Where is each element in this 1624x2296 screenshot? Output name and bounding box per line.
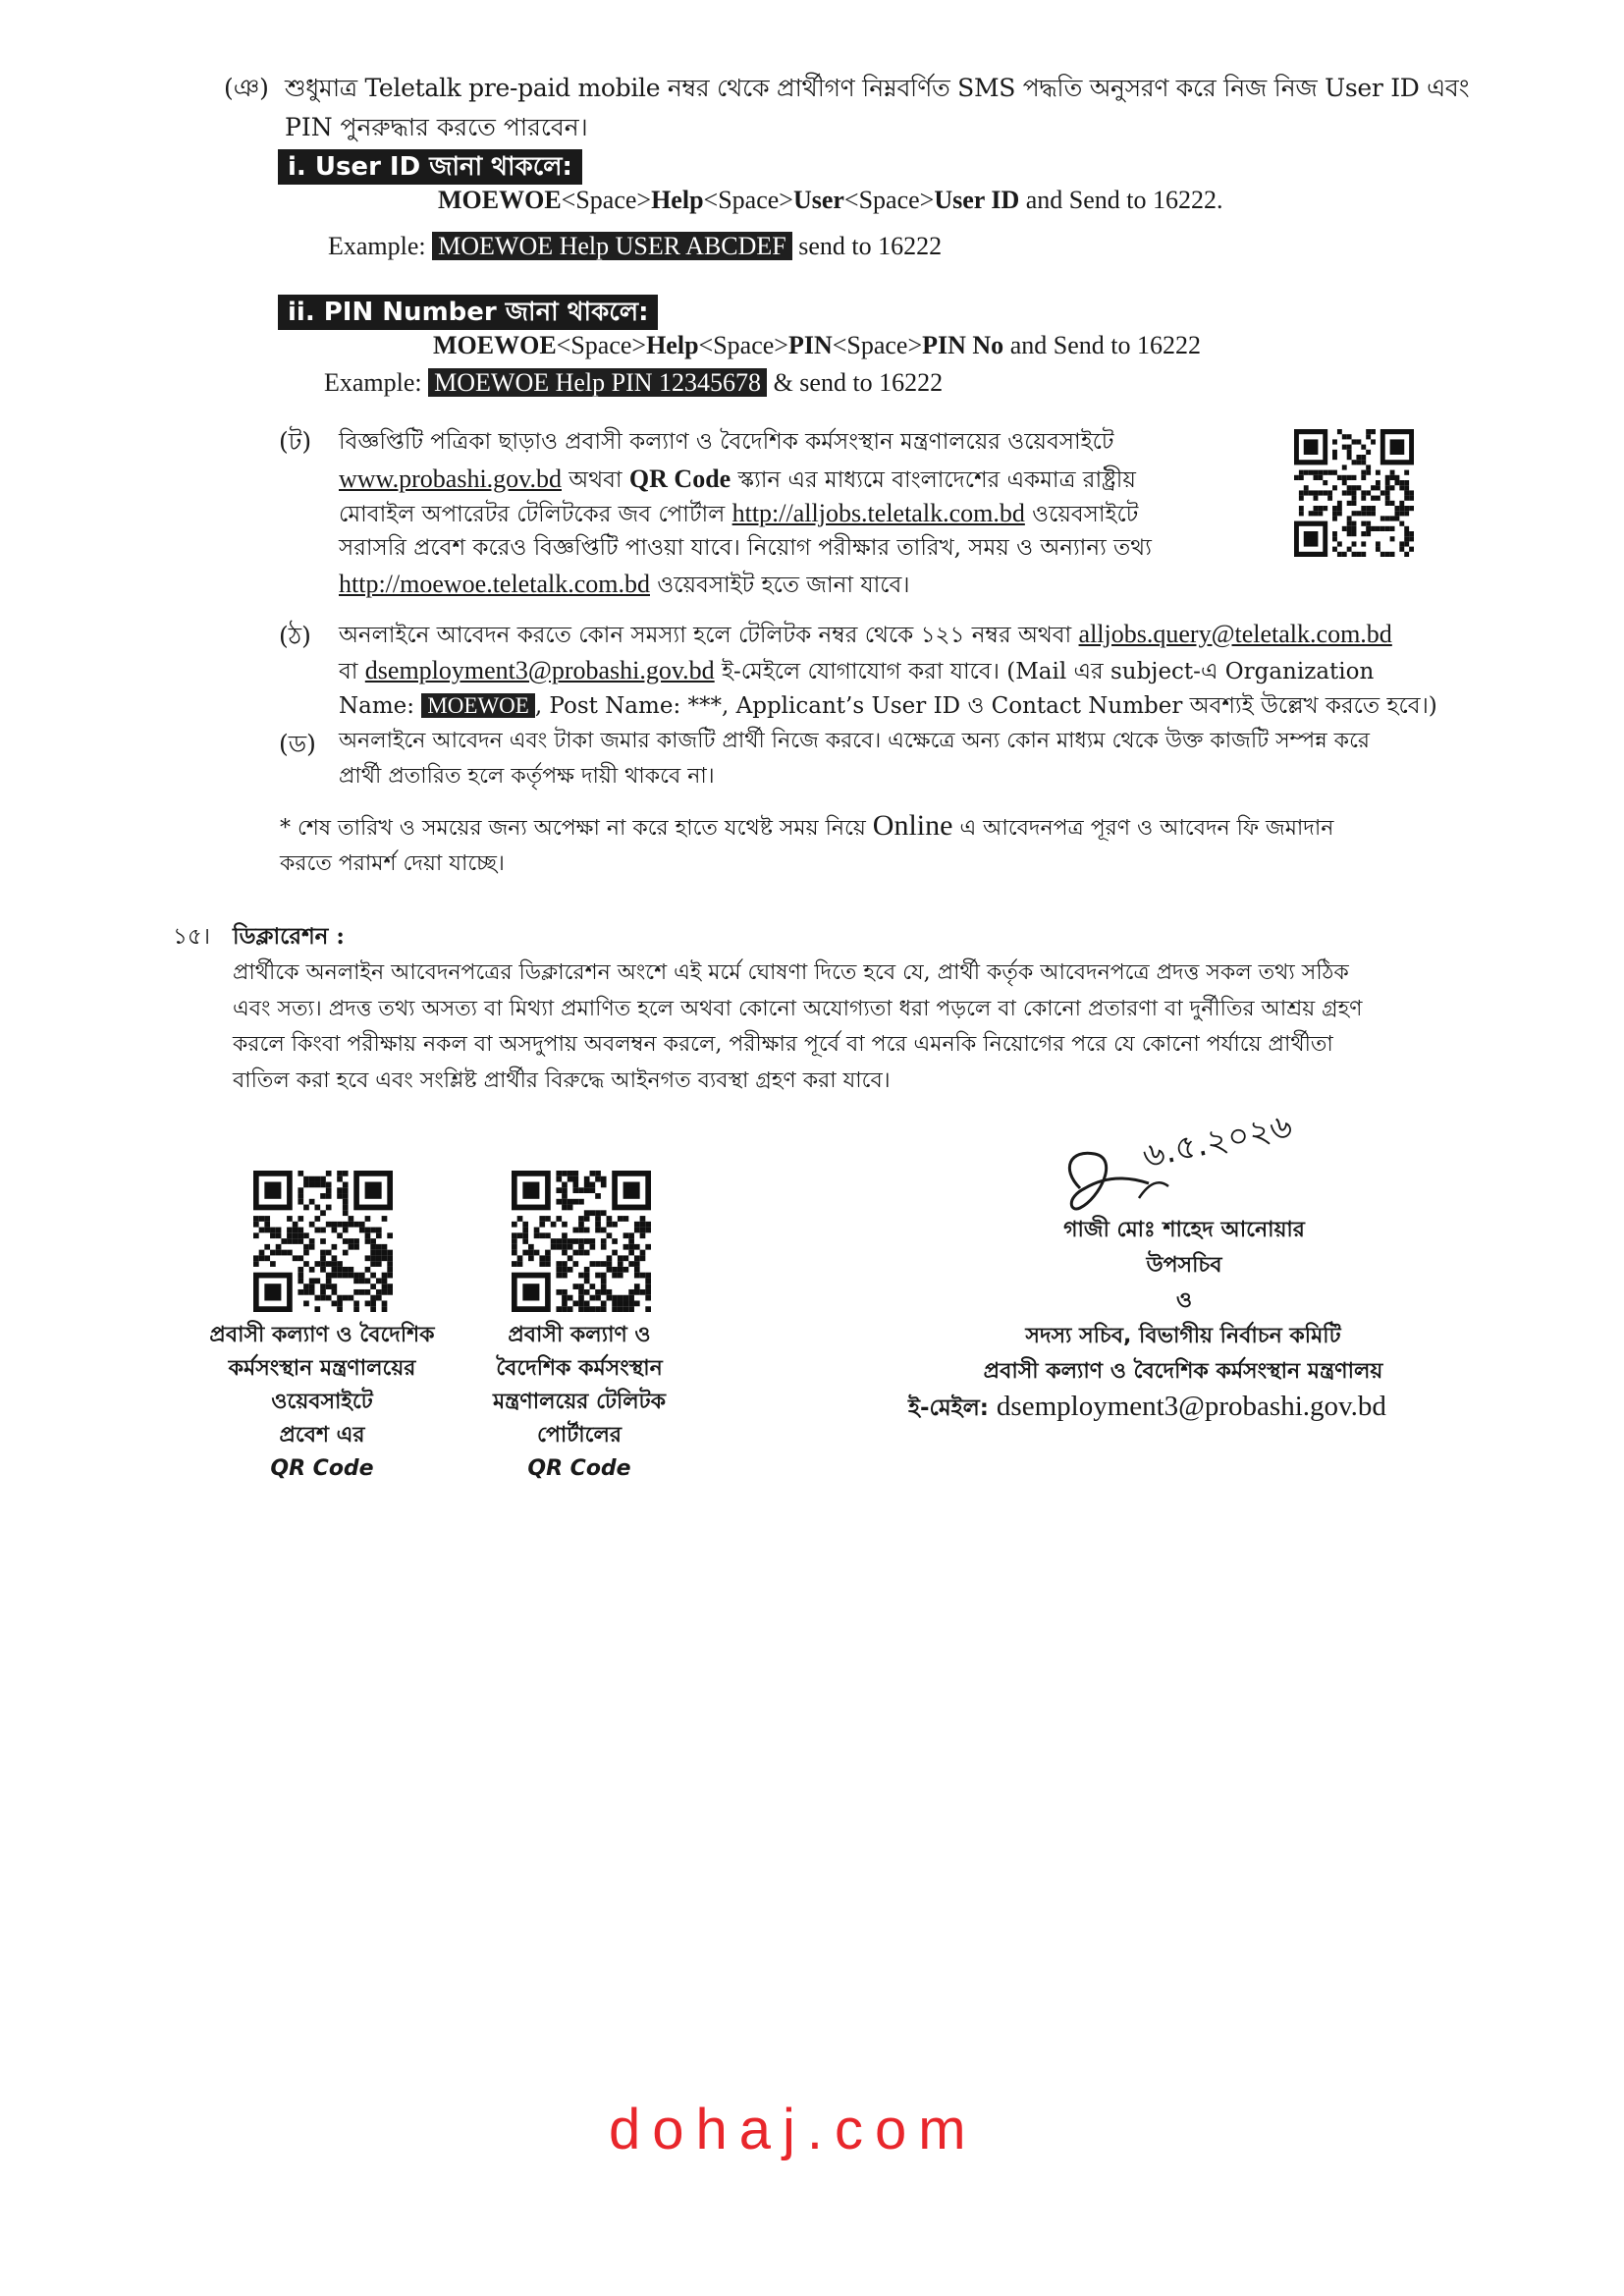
- dsemployment-email[interactable]: dsemployment3@probashi.gov.bd: [364, 656, 715, 684]
- user-id-example: Example: MOEWOE Help USER ABCDEF send to 16222: [328, 232, 943, 260]
- note-line1: * শেষ তারিখ ও সময়ের জন্য অপেক্ষা না করে হাতে যথেষ্ট সময় নিয়ে Online এ আবেদনপত্র পূরণ ও আবেদন ফি জমাদান: [280, 809, 1334, 842]
- user-id-label: i. User ID জানা থাকলে:: [278, 149, 582, 185]
- alljobs-link[interactable]: http://alljobs.teletalk.com.bd: [731, 499, 1025, 527]
- signatory-role: সদস্য সচিব, বিভাগীয় নির্বাচন কমিটি: [1025, 1324, 1341, 1348]
- section-da-line2: প্রার্থী প্রতারিত হলে কর্তৃপক্ষ দায়ী থাকবে না।: [339, 764, 715, 789]
- watermark-text: dohaj.com: [609, 2098, 978, 2161]
- qr-code-ministry-icon: [253, 1171, 393, 1312]
- declaration-title: ডিক্লারেশন :: [233, 923, 345, 950]
- section-da-marker: (ড): [279, 730, 316, 758]
- signature-block: [978, 1213, 1390, 1319]
- declaration-line1: প্রার্থীকে অনলাইন আবেদনপত্রের ডিক্লারেশন অংশে এই মর্মে ঘোষণা দিতে হবে যে, প্রার্থী কর্তৃক আবেদনপত্রে প্রদত্ত সকল তথ্য সঠিক: [233, 960, 1349, 985]
- qr-code-teletalk-icon: [512, 1171, 651, 1312]
- moewoe-link[interactable]: http://moewoe.teletalk.com.bd: [339, 570, 650, 598]
- pin-example: Example: MOEWOE Help PIN 12345678 & send to 16222: [324, 368, 944, 397]
- signatory-name: গাজী মোঃ শাহেদ আনোয়ার: [1063, 1218, 1305, 1242]
- signatory-role-block: [884, 1319, 1483, 1390]
- section-ta-line1: বিজ্ঞপ্তিটি পত্রিকা ছাড়াও প্রবাসী কল্যাণ ও বৈদেশিক কর্মসংস্থান মন্ত্রণালয়ের ওয়েবসাইটে: [339, 429, 1114, 455]
- section-tha-line3: Name: MOEWOE , Post Name: ***, Applicant’s User ID ও Contact Number অবশ্যই উল্লেখ করতে হবে।): [339, 693, 1437, 719]
- qr-right-caption: প্রবাসী কল্যাণ ও বৈদেশিক কর্মসংস্থান মন্ত্রণালয়ের টেলিটক পোর্টালের QR Code: [492, 1323, 667, 1481]
- section-tha-marker: (ঠ): [279, 622, 311, 650]
- section-jha-line1: শুধুমাত্র Teletalk pre-paid mobile নম্বর থেকে প্রার্থীগণ নিম্নবর্ণিত SMS পদ্ধতি অনুসরণ করে নিজ নিজ User ID এবং: [285, 74, 1470, 102]
- pin-command: MOEWOE<Space>Help<Space>PIN<Space>PIN No and Send to 16222: [433, 331, 1201, 359]
- section-ta-line5: http://moewoe.teletalk.com.bd ওয়েবসাইট হতে জানা যাবে।: [339, 570, 910, 598]
- note-line2: করতে পরামর্শ দেয়া যাচ্ছে।: [280, 851, 505, 876]
- declaration-line4: বাতিল করা হবে এবং সংশ্লিষ্ট প্রার্থীর বিরুদ্ধে আইনগত ব্যবস্থা গ্রহণ করা যাবে।: [233, 1068, 891, 1093]
- signatory-email-line: ই-মেইল: dsemployment3@probashi.gov.bd: [908, 1391, 1386, 1422]
- declaration-number: ১৫।: [173, 924, 211, 950]
- section-ta-line2: www.probashi.gov.bd অথবা QR Code স্ক্যান এর মাধ্যমে বাংলাদেশের একমাত্র রাষ্ট্রীয়: [339, 465, 1136, 493]
- qr-code-top: [1294, 429, 1414, 557]
- qr-left-caption: প্রবাসী কল্যাণ ও বৈদেশিক কর্মসংস্থান মন্ত্রণালয়ের ওয়েবসাইটে প্রবেশ এর QR Code: [209, 1323, 435, 1481]
- probashi-link[interactable]: www.probashi.gov.bd: [339, 465, 562, 493]
- declaration-line3: করলে কিংবা পরীক্ষায় নকল বা অসদুপায় অবলম্বন করলে, পরীক্ষার পূর্বে বা পরে এমনকি নিয়োগের পরে যে কোনো পর্যায়ে প্রার্থীতা: [233, 1032, 1333, 1057]
- section-da-line1: অনলাইনে আবেদন এবং টাকা জমার কাজটি প্রার্থী নিজে করবে। এক্ষেত্রে অন্য কোন মাধ্যম থেকে উক্ত কাজটি সম্পন্ন করে: [339, 729, 1371, 753]
- user-id-example-highlight: MOEWOE Help USER ABCDEF: [432, 232, 792, 260]
- qr-code-top-icon: [1294, 429, 1414, 557]
- section-tha-line1: অনলাইনে আবেদন করতে কোন সমস্যা হলে টেলিটক নম্বর থেকে ১২১ নম্বর অথবা alljobs.query@teletalk.com.bd: [339, 620, 1392, 648]
- qr-code-ministry-website: [253, 1171, 393, 1312]
- pin-example-highlight: MOEWOE Help PIN 12345678: [428, 368, 767, 397]
- section-tha-line2: বা dsemployment3@probashi.gov.bd ই-মেইলে যোগাযোগ করা যাবে। (Mail এর subject-এ Organization: [339, 656, 1375, 684]
- qr-code-teletalk-portal: [512, 1171, 651, 1312]
- section-jha-marker: (ঞ): [224, 74, 269, 102]
- handwritten-date: ৬.৫.২০২৬: [1139, 1106, 1296, 1176]
- signatory-email[interactable]: dsemployment3@probashi.gov.bd: [996, 1391, 1386, 1422]
- alljobs-query-email[interactable]: alljobs.query@teletalk.com.bd: [1078, 620, 1392, 648]
- signatory-ministry: প্রবাসী কল্যাণ ও বৈদেশিক কর্মসংস্থান মন্ত্রণালয়: [983, 1359, 1383, 1384]
- section-jha-line2: PIN পুনরুদ্ধার করতে পারবেন।: [285, 113, 588, 141]
- pin-label: ii. PIN Number জানা থাকলে:: [278, 295, 658, 330]
- moewoe-highlight: MOEWOE: [421, 693, 534, 718]
- section-ta-line3: মোবাইল অপারেটর টেলিটকের জব পোর্টাল http://alljobs.teletalk.com.bd ওয়েবসাইটে: [339, 499, 1139, 527]
- section-ta-marker: (ট): [279, 427, 312, 456]
- signatory-designation: উপসচিব: [1146, 1253, 1222, 1278]
- signatory-and: ও: [1175, 1288, 1193, 1313]
- section-ta-line4: সরাসরি প্রবেশ করেও বিজ্ঞপ্তিটি পাওয়া যাবে। নিয়োগ পরীক্ষার তারিখ, সময় ও অন্যান্য তথ্য: [339, 535, 1152, 561]
- declaration-line2: এবং সত্য। প্রদত্ত তথ্য অসত্য বা মিথ্যা প্রমাণিত হলে অথবা কোনো অযোগ্যতা ধরা পড়লে বা কোনো প্রতারণা বা দুর্নীতির আশ্রয় গ্রহণ: [233, 997, 1363, 1021]
- user-id-command: MOEWOE<Space>Help<Space>User<Space>User ID and Send to 16222.: [438, 186, 1223, 214]
